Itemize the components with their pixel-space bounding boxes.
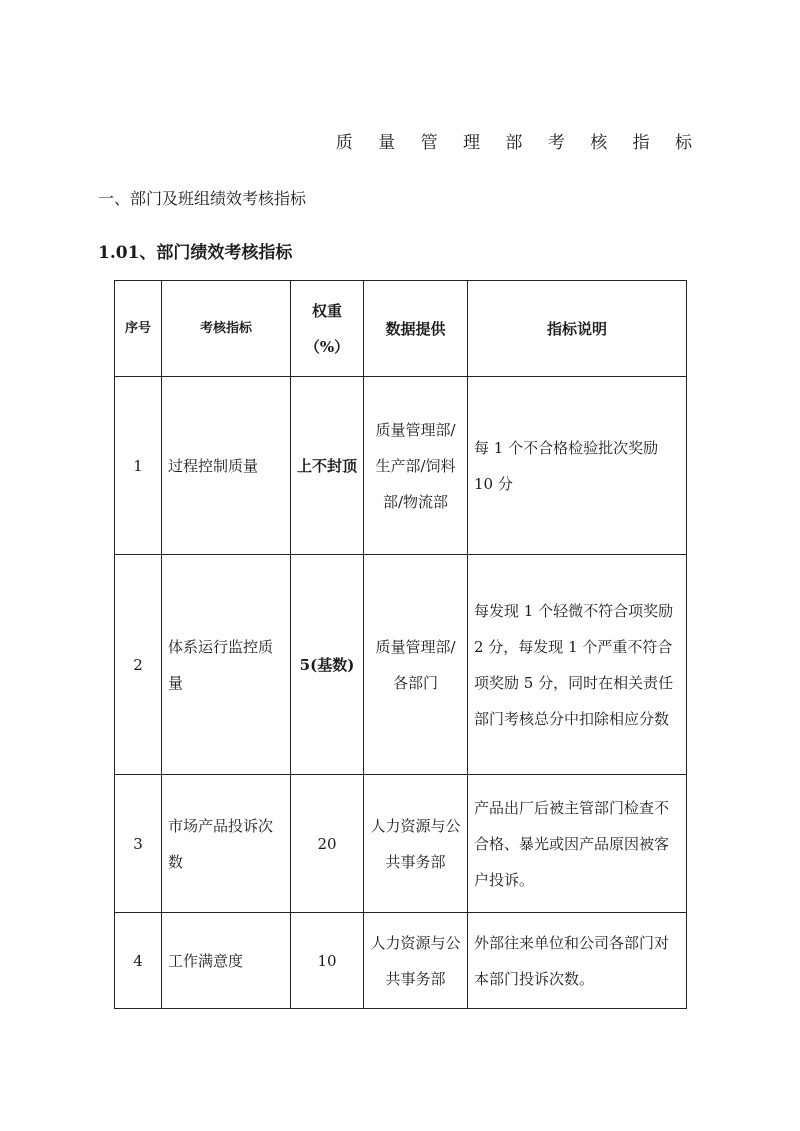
section-heading: 一、部门及班组绩效考核指标: [98, 189, 307, 208]
cell-provider: 人力资源与公共事务部: [364, 913, 468, 1009]
cell-indicator: 市场产品投诉次数: [162, 775, 291, 913]
table-row: [115, 913, 687, 1009]
cell-no: 4: [115, 913, 162, 1009]
cell-no: 2: [115, 555, 162, 775]
subsection-heading: 1.01、部门绩效考核指标: [98, 243, 293, 263]
cell-indicator: 工作满意度: [162, 913, 291, 1009]
cell-provider: 质量管理部/各部门: [364, 555, 468, 775]
header-description: 指标说明: [468, 281, 687, 377]
table-header-row: [115, 281, 687, 377]
cell-weight: 上不封顶: [291, 377, 364, 555]
cell-weight: 10: [291, 913, 364, 1009]
cell-description: 外部往来单位和公司各部门对本部门投诉次数。: [468, 913, 687, 1009]
cell-weight: 5(基数): [291, 555, 364, 775]
cell-no: 3: [115, 775, 162, 913]
cell-provider: 人力资源与公共事务部: [364, 775, 468, 913]
kpi-table: [114, 280, 687, 1009]
cell-description: 每发现 1 个轻微不符合项奖励 2 分，每发现 1 个严重不符合项奖励 5 分，同时在相关责任部门考核总分中扣除相应分数: [468, 555, 687, 775]
cell-description: 产品出厂后被主管部门检查不合格、暴光或因产品原因被客户投诉。: [468, 775, 687, 913]
cell-description: 每 1 个不合格检验批次奖励 10 分: [468, 377, 687, 555]
header-no: 序号: [115, 281, 162, 377]
cell-weight: 20: [291, 775, 364, 913]
table-row: [115, 377, 687, 555]
cell-indicator: 体系运行监控质量: [162, 555, 291, 775]
cell-indicator: 过程控制质量: [162, 377, 291, 555]
header-indicator: 考核指标: [162, 281, 291, 377]
header-weight: 权重（%）: [291, 281, 364, 377]
cell-no: 1: [115, 377, 162, 555]
cell-provider: 质量管理部/生产部/饲料部/物流部: [364, 377, 468, 555]
table-row: [115, 775, 687, 913]
table-row: [115, 555, 687, 775]
document-title: 质 量 管 理 部 考 核 指 标: [335, 133, 702, 153]
header-provider: 数据提供: [364, 281, 468, 377]
